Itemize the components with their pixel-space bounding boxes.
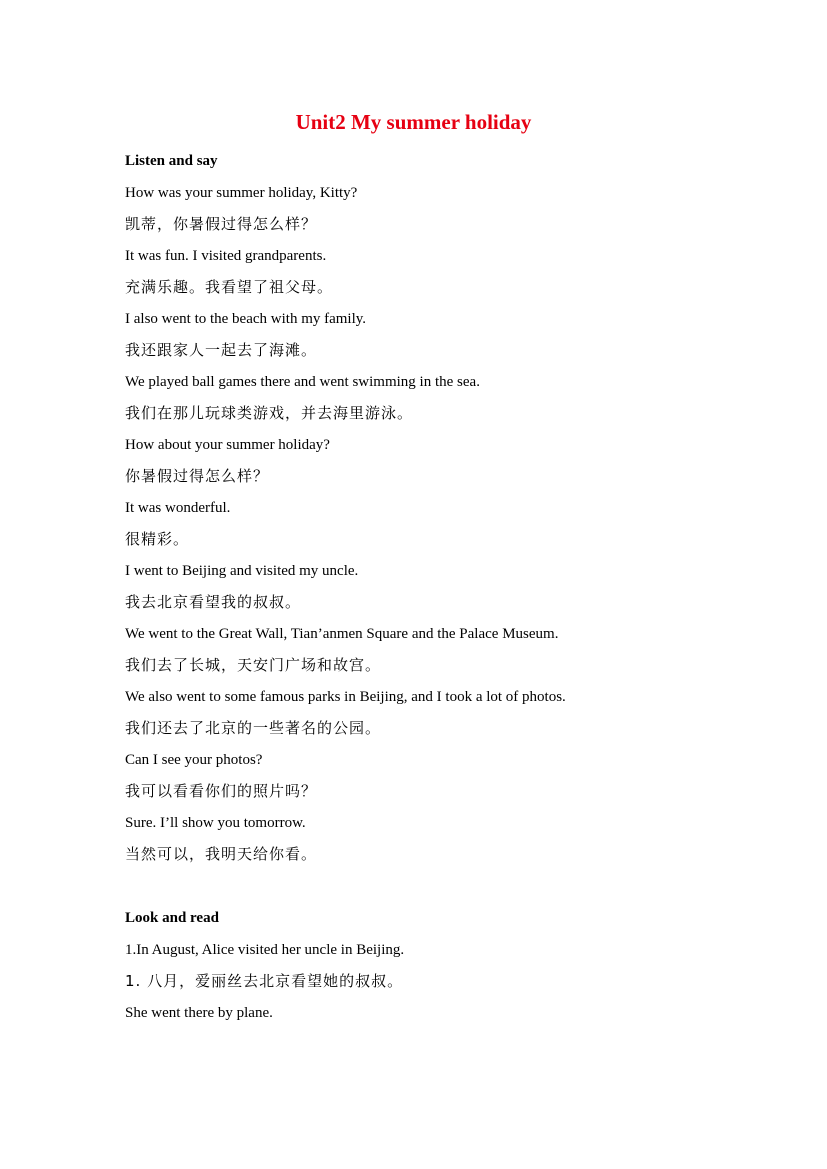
chinese-line: 充满乐趣。我看望了祖父母。	[125, 278, 334, 296]
section-heading-look-and-read: Look and read	[125, 910, 219, 926]
chinese-line: 很精彩。	[125, 530, 190, 548]
english-line: Can I see your photos?	[125, 752, 263, 768]
english-line: I also went to the beach with my family.	[125, 311, 367, 327]
english-line: I went to Beijing and visited my uncle.	[125, 563, 359, 579]
english-line: How was your summer holiday, Kitty?	[125, 185, 358, 201]
english-line: She went there by plane.	[125, 1005, 273, 1021]
chinese-line: 凯蒂，你暑假过得怎么样？	[125, 215, 318, 233]
document-title: Unit2 My summer holiday	[295, 110, 532, 134]
english-line: Sure. I’ll show you tomorrow.	[125, 815, 306, 831]
document-body	[125, 147, 765, 1027]
chinese-line: 我去北京看望我的叔叔。	[125, 593, 302, 611]
english-line: We went to the Great Wall, Tian’anmen Square and the Palace Museum.	[125, 626, 559, 642]
section-heading-listen-and-say: Listen and say	[125, 153, 218, 169]
english-line: 1.In August, Alice visited her uncle in Beijing.	[125, 942, 405, 958]
chinese-line: 我们还去了北京的一些著名的公园。	[125, 719, 382, 737]
english-line: It was wonderful.	[125, 500, 231, 516]
chinese-line: 我们在那儿玩球类游戏，并去海里游泳。	[125, 404, 414, 422]
chinese-line: 当然可以，我明天给你看。	[125, 845, 318, 863]
chinese-line: 你暑假过得怎么样？	[125, 467, 270, 485]
english-line: How about your summer holiday?	[125, 437, 330, 453]
english-line: It was fun. I visited grandparents.	[125, 248, 327, 264]
chinese-line: 我们去了长城，天安门广场和故宫。	[125, 656, 382, 674]
section-spacer	[125, 868, 765, 904]
chinese-line: 我还跟家人一起去了海滩。	[125, 341, 318, 359]
chinese-line: 我可以看看你们的照片吗？	[125, 782, 318, 800]
chinese-line: 1. 八月，爱丽丝去北京看望她的叔叔。	[125, 972, 404, 990]
english-line: We played ball games there and went swimming in the sea.	[125, 374, 480, 390]
english-line: We also went to some famous parks in Beijing, and I took a lot of photos.	[125, 689, 566, 705]
